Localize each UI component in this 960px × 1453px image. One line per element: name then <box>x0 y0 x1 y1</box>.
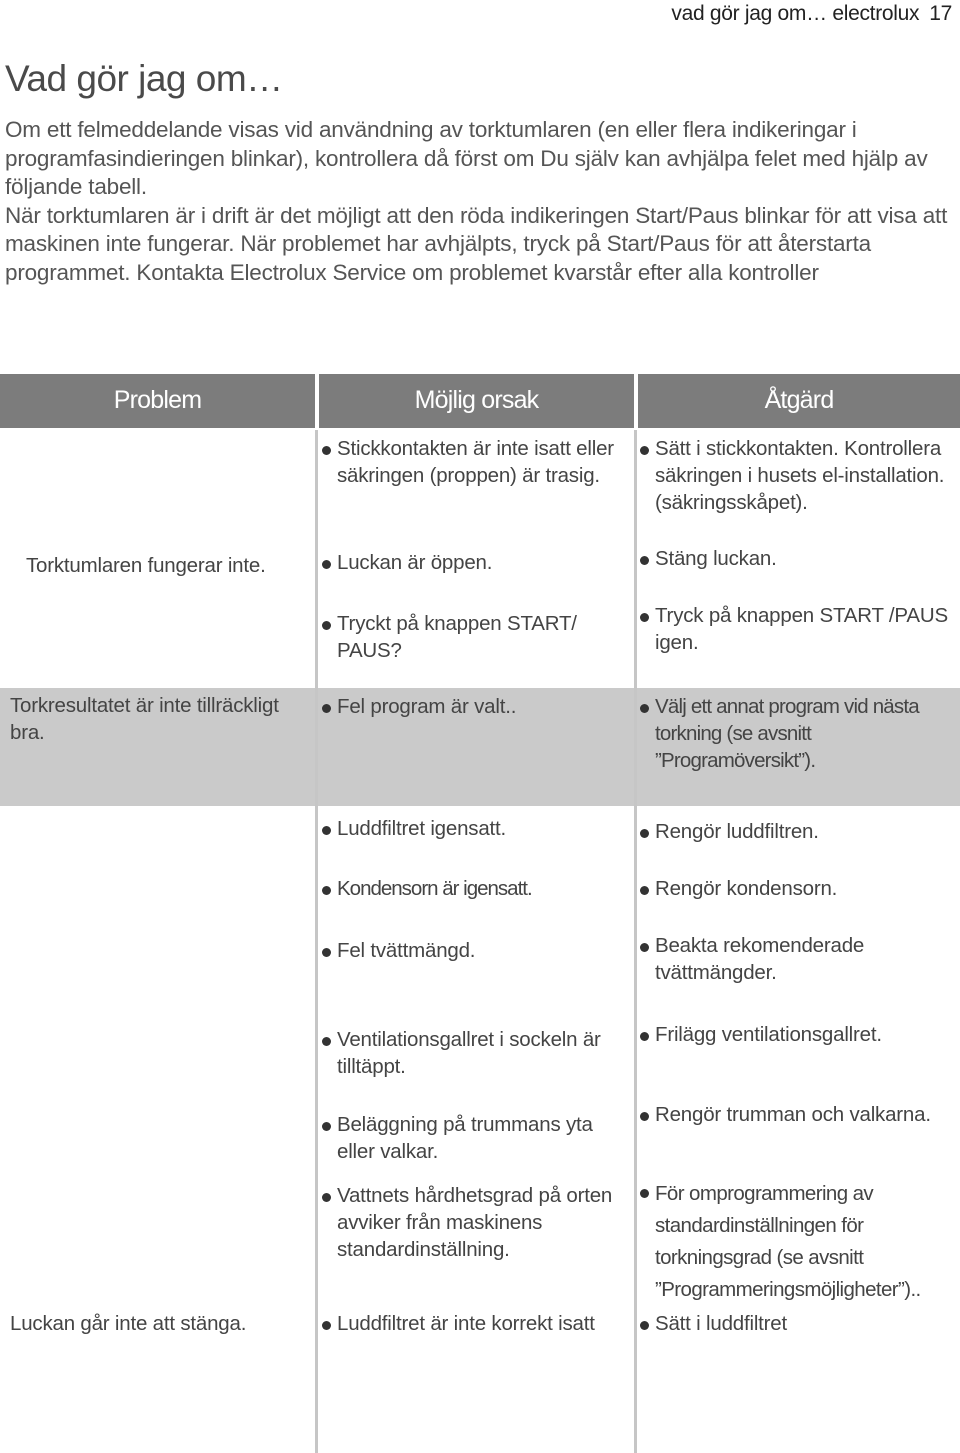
page-header <box>0 0 960 30</box>
cause-item: Tryckt på knappen START/ PAUS? <box>322 610 632 664</box>
bullet-icon <box>640 1189 649 1198</box>
cause-item: Luckan är öppen. <box>322 549 632 576</box>
action-item: För omprogrammering av standardinställningen för torkningsgrad (se avsnitt ”Programmeringsmöjligheter”).. <box>640 1178 955 1306</box>
cause-item: Beläggning på trummans yta eller valkar. <box>322 1111 632 1165</box>
bullet-icon <box>322 704 331 713</box>
column-divider <box>634 430 637 1453</box>
cause-item: Stickkontakten är inte isatt eller säkringen (proppen) är trasig. <box>322 435 632 489</box>
intro-text <box>5 116 955 287</box>
cause-item: Kondensorn är igensatt. <box>322 875 632 902</box>
running-title: vad gör jag om… electrolux <box>671 2 920 25</box>
page-title: Vad gör jag om… <box>5 58 283 99</box>
bullet-icon <box>640 1112 649 1121</box>
intro-paragraph-2: När torktumlaren är i drift är det möjligt att den röda indikeringen Start/Paus blinkar för att visa att maskinen inte fungerar. När problemet har avhjälpts, tryck på Start/Paus för att återstarta programmet. Kontakta Electrolux Service om problemet kvarstår efter alla kontroller <box>5 202 948 285</box>
action-item: Rengör trumman och valkarna. <box>640 1101 955 1128</box>
action-item: Sätt i luddfiltret <box>640 1310 955 1337</box>
header-cause: Möjlig orsak <box>319 374 634 428</box>
bullet-icon <box>640 704 649 713</box>
problem-cell: Torkresultatet är inte tillräckligt bra. <box>10 694 279 744</box>
cause-item: Luddfiltret igensatt. <box>322 815 632 842</box>
action-item: Välj ett annat program vid nästa torkning (se avsnitt ”Programöversikt”). <box>640 693 955 774</box>
bullet-icon <box>322 1037 331 1046</box>
bullet-icon <box>322 1122 331 1131</box>
cause-item: Fel program är valt.. <box>322 693 632 720</box>
bullet-icon <box>640 1032 649 1041</box>
bullet-icon <box>640 1321 649 1330</box>
bullet-icon <box>322 1321 331 1330</box>
bullet-icon <box>640 886 649 895</box>
bullet-icon <box>640 556 649 565</box>
bullet-icon <box>322 886 331 895</box>
intro-paragraph-1: Om ett felmeddelande visas vid användning av torktumlaren (en eller flera indikeringar i programfasindieringen blinkar), kontrollera då först om Du själv kan avhjälpa felet med hjälp av följande tabell. <box>5 117 928 199</box>
bullet-icon <box>640 446 649 455</box>
cause-item: Vattnets hårdhetsgrad på orten avviker från maskinens standardinställning. <box>322 1182 632 1263</box>
cause-item: Fel tvättmängd. <box>322 937 632 964</box>
bullet-icon <box>322 948 331 957</box>
bullet-icon <box>322 826 331 835</box>
action-item: Rengör kondensorn. <box>640 875 955 902</box>
bullet-icon <box>322 560 331 569</box>
action-item: Frilägg ventilationsgallret. <box>640 1021 955 1048</box>
action-item: Rengör luddfiltren. <box>640 818 955 845</box>
running-header <box>671 2 952 26</box>
troubleshooting-table <box>0 374 960 1335</box>
column-divider <box>315 430 318 1453</box>
header-action: Åtgärd <box>638 374 960 428</box>
page-number: 17 <box>929 2 952 25</box>
action-item: Tryck på knappen START /PAUS igen. <box>640 602 955 656</box>
bullet-icon <box>322 1193 331 1202</box>
problem-cell: Luckan går inte att stänga. <box>10 1312 247 1335</box>
action-item: Sätt i stickkontakten. Kontrollera säkringen i husets el-installation.(säkringsskåpet). <box>640 435 955 516</box>
bullet-icon <box>640 829 649 838</box>
bullet-icon <box>640 613 649 622</box>
problem-cell: Torktumlaren fungerar inte. <box>26 554 266 577</box>
action-item: Beakta rekomenderade tvättmängder. <box>640 932 955 986</box>
bullet-icon <box>322 446 331 455</box>
header-problem: Problem <box>0 374 315 428</box>
cause-item: Ventilationsgallret i sockeln är tilltäppt. <box>322 1026 632 1080</box>
table-header <box>0 374 960 430</box>
cause-item: Luddfiltret är inte korrekt isatt <box>322 1310 632 1337</box>
action-item: Stäng luckan. <box>640 545 955 572</box>
bullet-icon <box>322 621 331 630</box>
bullet-icon <box>640 943 649 952</box>
